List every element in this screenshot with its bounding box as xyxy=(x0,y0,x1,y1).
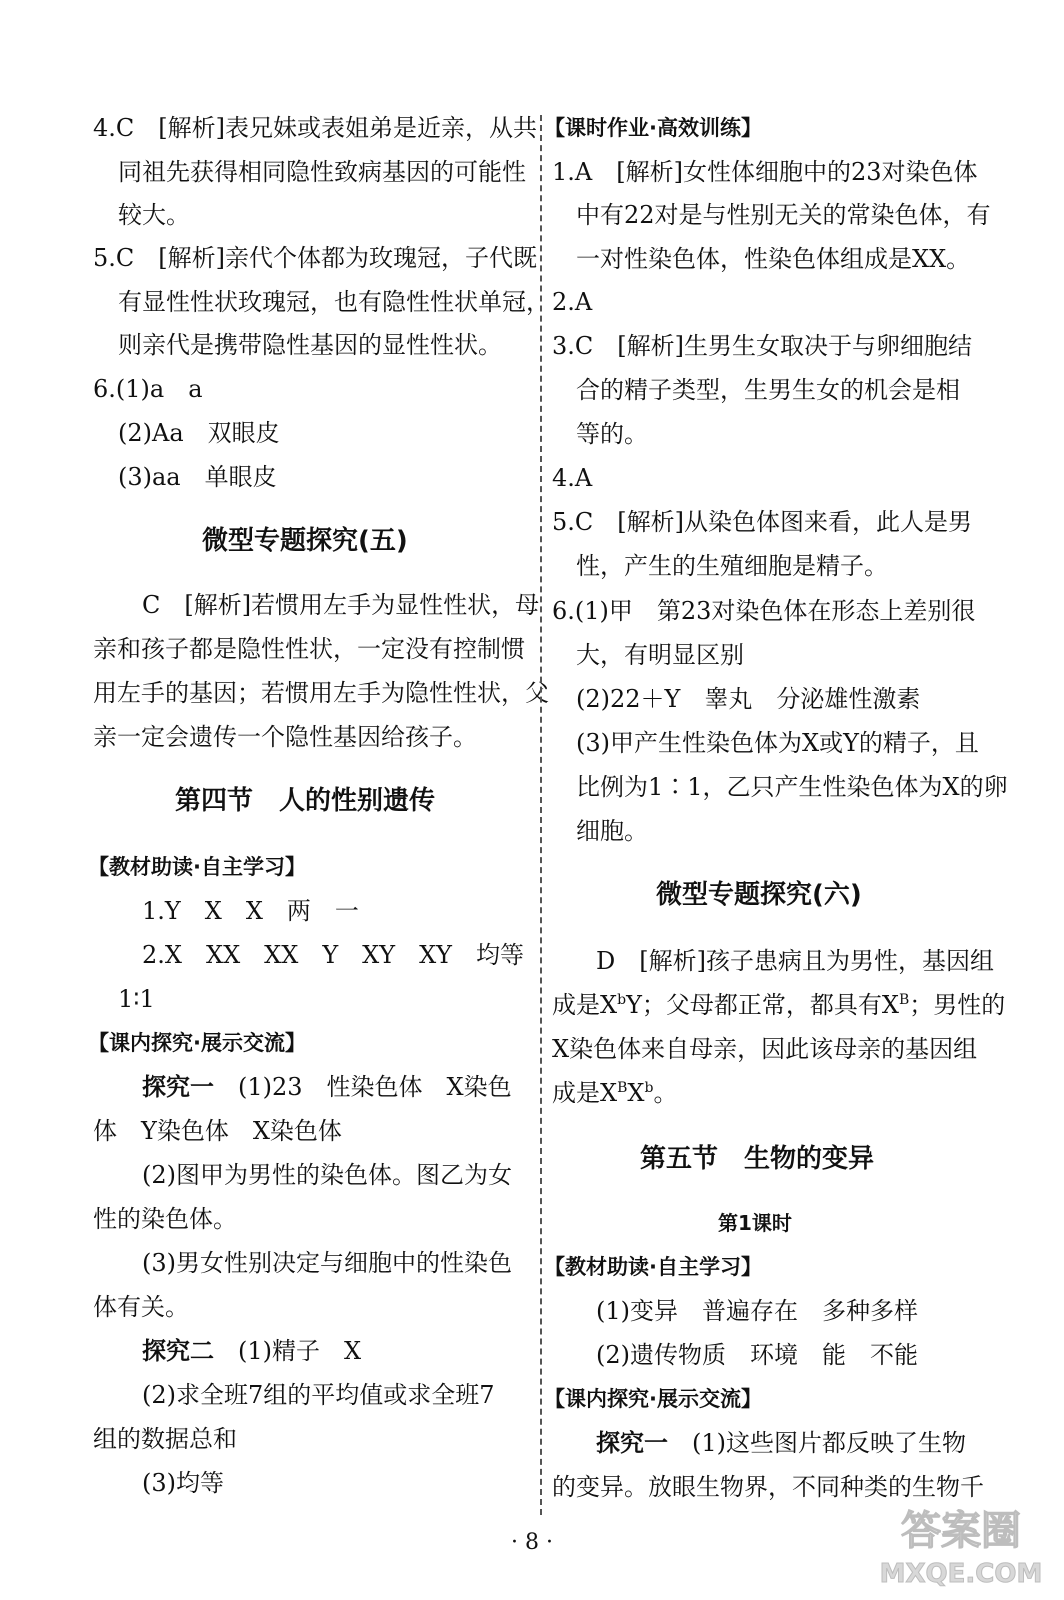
answer-6-line3: (3)aa 单眼皮 xyxy=(118,463,277,491)
section-header-homework: 【课时作业·高效训练】 xyxy=(544,116,762,140)
variation-inquiry-label: 探究一 xyxy=(596,1429,668,1457)
topic-6-line2: 成是$X^bY$；父母都正常，都具有$X^B$；男性的 xyxy=(552,991,1006,1019)
column-divider xyxy=(540,115,542,1515)
topic-5-line3: 用左手的基因；若惯用左手为隐性性状，父 xyxy=(93,679,549,707)
homework-6-line3: (2)22＋Y 睾丸 分泌雄性激素 xyxy=(576,685,921,713)
inquiry-1-line2: 体 Y染色体 X染色体 xyxy=(93,1117,342,1145)
homework-1-line1: 1.A [解析]女性体细胞中的23对染色体 xyxy=(552,158,978,186)
inquiry-1-line6: 体有关。 xyxy=(93,1293,189,1321)
variation-answer-1: (1)变异 普遍存在 多种多样 xyxy=(596,1297,918,1325)
variation-inquiry-line2: 的变异。放眼生物界，不同种类的生物千 xyxy=(552,1473,984,1501)
inquiry-2-label: 探究二 xyxy=(142,1337,214,1365)
homework-6-line4: (3)甲产生性染色体为X或Y的精子，且 xyxy=(576,729,979,757)
watermark-line1: 答案圈 xyxy=(901,1508,1021,1554)
watermark-logo xyxy=(866,1494,1056,1594)
inquiry-2-line1 xyxy=(142,1336,361,1366)
variation-answer-2: (2)遗传物质 环境 能 不能 xyxy=(596,1341,918,1369)
variation-inquiry-line1 xyxy=(596,1428,966,1458)
topic-6-line1: D [解析]孩子患病且为男性，基因组 xyxy=(596,947,994,975)
homework-4: 4.A xyxy=(552,464,593,492)
inquiry-2-line3: 组的数据总和 xyxy=(93,1425,237,1453)
homework-1-line3: 一对性染色体，性染色体组成是XX。 xyxy=(576,245,971,273)
topic-6-line4: 成是$X^BX^b$。 xyxy=(552,1079,678,1107)
homework-6-line2: 大，有明显区别 xyxy=(576,641,744,669)
inquiry-1-label: 探究一 xyxy=(142,1073,214,1101)
topic-6-line3: X染色体来自母亲，因此该母亲的基因组 xyxy=(552,1035,978,1063)
topic-6-title: 微型专题探究(六) xyxy=(656,880,862,910)
homework-6-line6: 细胞。 xyxy=(576,817,648,845)
topic-5-line1: C [解析]若惯用左手为显性性状，母 xyxy=(142,591,540,619)
variation-inquiry-text: (1)这些图片都反映了生物 xyxy=(668,1429,966,1457)
page-number: · 8 · xyxy=(511,1530,553,1555)
inquiry-1-text: (1)23 性染色体 X染色 xyxy=(214,1073,512,1101)
inquiry-1-line5: (3)男女性别决定与细胞中的性染色 xyxy=(142,1249,512,1277)
section-header-class-inquiry: 【课内探究·展示交流】 xyxy=(88,1031,306,1055)
section-5-title: 第五节 生物的变异 xyxy=(640,1144,875,1174)
inquiry-1-line3: (2)图甲为男性的染色体。图乙为女 xyxy=(142,1161,512,1189)
reading-answer-2: 2.X XX XX Y XY XY 均等 xyxy=(142,941,525,969)
homework-6-line5: 比例为1∶1，乙只产生性染色体为X的卵 xyxy=(576,773,1008,801)
inquiry-1-line1 xyxy=(142,1072,512,1102)
answer-6-line1: 6.(1)a a xyxy=(93,375,203,403)
homework-1-line2: 中有22对是与性别无关的常染色体，有 xyxy=(576,201,991,229)
homework-3-line3: 等的。 xyxy=(576,420,648,448)
answer-5-line1: 5.C [解析]亲代个体都为玫瑰冠，子代既 xyxy=(93,244,537,272)
topic-5-title: 微型专题探究(五) xyxy=(202,526,408,556)
inquiry-2-line2: (2)求全班7组的平均值或求全班7 xyxy=(142,1381,495,1409)
inquiry-2-text: (1)精子 X xyxy=(214,1337,362,1365)
homework-3-line1: 3.C [解析]生男生女取决于与卵细胞结 xyxy=(552,332,972,360)
section-header-class-inquiry-2: 【课内探究·展示交流】 xyxy=(544,1387,762,1411)
section-4-title: 第四节 人的性别遗传 xyxy=(175,786,436,816)
reading-answer-1: 1.Y X X 两 一 xyxy=(142,897,359,925)
inquiry-2-line4: (3)均等 xyxy=(142,1469,224,1497)
inquiry-1-line4: 性的染色体。 xyxy=(93,1205,237,1233)
section-header-textbook-reading-2: 【教材助读·自主学习】 xyxy=(544,1255,762,1279)
homework-3-line2: 合的精子类型，生男生女的机会是相 xyxy=(576,376,960,404)
answer-6-line2: (2)Aa 双眼皮 xyxy=(118,419,280,447)
lesson-title: 第1课时 xyxy=(718,1211,792,1235)
answer-4-line2: 同祖先获得相同隐性致病基因的可能性 xyxy=(118,158,526,186)
topic-5-line2: 亲和孩子都是隐性性状，一定没有控制惯 xyxy=(93,635,525,663)
reading-answer-2-ratio: 1∶1 xyxy=(118,985,155,1013)
section-header-textbook-reading: 【教材助读·自主学习】 xyxy=(88,855,306,879)
topic-5-line4: 亲一定会遗传一个隐性基因给孩子。 xyxy=(93,723,477,751)
homework-6-line1: 6.(1)甲 第23对染色体在形态上差别很 xyxy=(552,597,976,625)
homework-5-line1: 5.C [解析]从染色体图来看，此人是男 xyxy=(552,508,972,536)
answer-4-line1: 4.C [解析]表兄妹或表姐弟是近亲，从共 xyxy=(93,114,537,142)
answer-5-line3: 则亲代是携带隐性基因的显性性状。 xyxy=(118,331,502,359)
answer-4-line3: 较大。 xyxy=(118,201,190,229)
answer-5-line2: 有显性性状玫瑰冠，也有隐性性状单冠， xyxy=(118,288,550,316)
watermark-line2: MXQE.COM xyxy=(879,1559,1043,1589)
homework-5-line2: 性，产生的生殖细胞是精子。 xyxy=(576,552,888,580)
homework-2: 2.A xyxy=(552,288,593,316)
